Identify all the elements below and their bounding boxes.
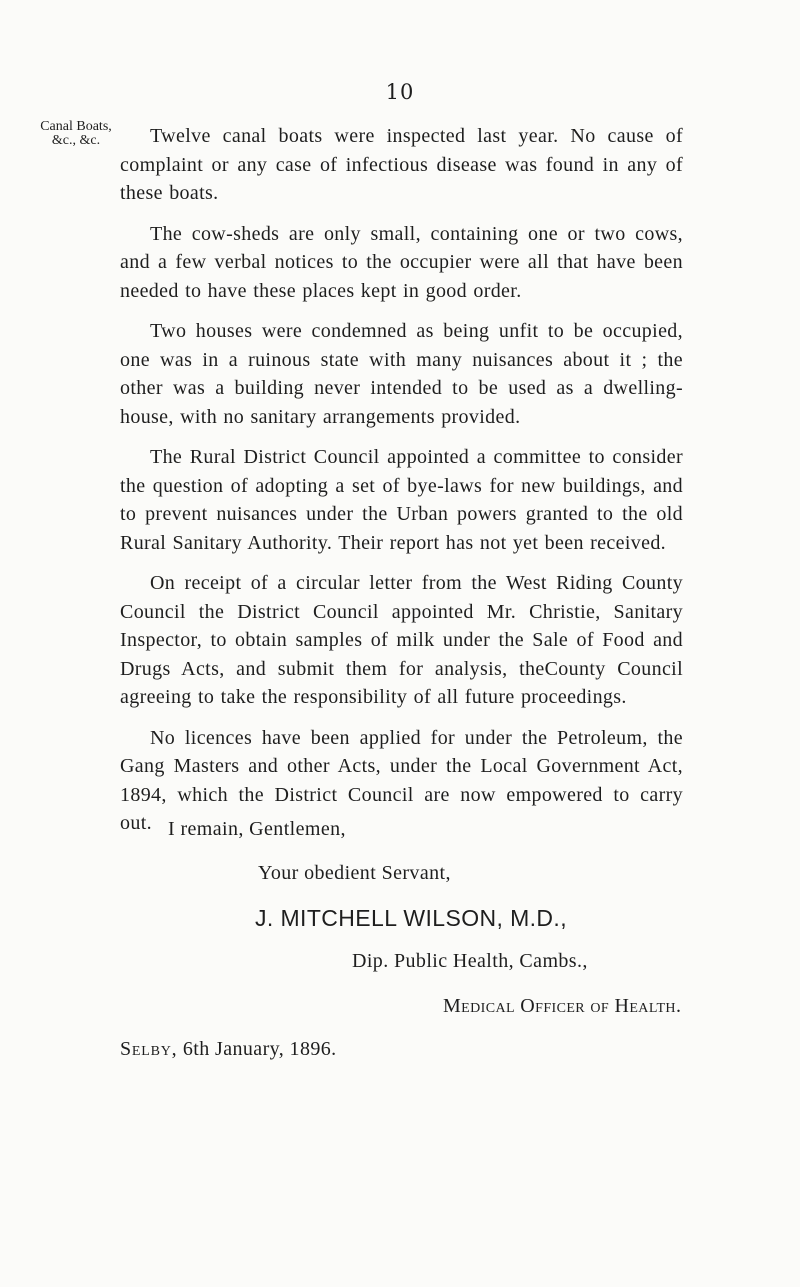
margin-note-line-1: Canal Boats, (40, 119, 112, 134)
paragraph-milk-samples: On receipt of a circular letter from the West Riding County Council the District Council appointed Mr. Christie, Sanitary Inspector, to obtain samples of milk under the Sale of Food and Drugs Acts, and submit them for analysis, theCounty Council agreeing to take the responsibility of all future proceedings. (120, 572, 683, 708)
paragraph-bye-laws: The Rural District Council appointed a committee to consider the question of adopting a set of bye-laws for new buildings, and to prevent nuisances under the Urban powers granted to the old Rural Sanitary Authority. Their report has not yet been received. (120, 446, 683, 554)
place-date (120, 1038, 337, 1061)
valediction: Your obedient Servant, (258, 862, 451, 884)
officer-title: Medical Officer of Health. (443, 995, 682, 1017)
paragraph-canal-boats: Twelve canal boats were inspected last year. No cause of complaint or any case of infectious disease was found in any of these boats. (120, 125, 683, 204)
place: Selby, (120, 1038, 178, 1060)
margin-note (36, 120, 116, 148)
signatory-name: J. MITCHELL WILSON, M.D., (255, 905, 568, 931)
margin-note-line-2: &c., &c. (51, 133, 101, 148)
qualification: Dip. Public Health, Cambs., (352, 950, 588, 972)
paragraph-licences: No licences have been applied for under the Petroleum, the Gang Masters and other Acts, under the Local Government Act, 1894, which the District Council are now empowered to carry out. (120, 726, 683, 834)
paragraph-cow-sheds: The cow-sheds are only small, containing one or two cows, and a few verbal notices to the occupier were all that have been needed to have these places kept in good order. (120, 222, 683, 302)
salutation: I remain, Gentlemen, (168, 818, 346, 840)
page-number: 10 (385, 80, 415, 104)
date: 6th January, 1896. (182, 1038, 337, 1060)
paragraph-condemned-houses: Two houses were condemned as being unfit to be occupied, one was in a ruinous state with many nuisances about it ; the other was a building never intended to be used as a dwelling-house, with no sanitary arrangements provided. (120, 320, 683, 428)
letter-body (120, 122, 683, 850)
